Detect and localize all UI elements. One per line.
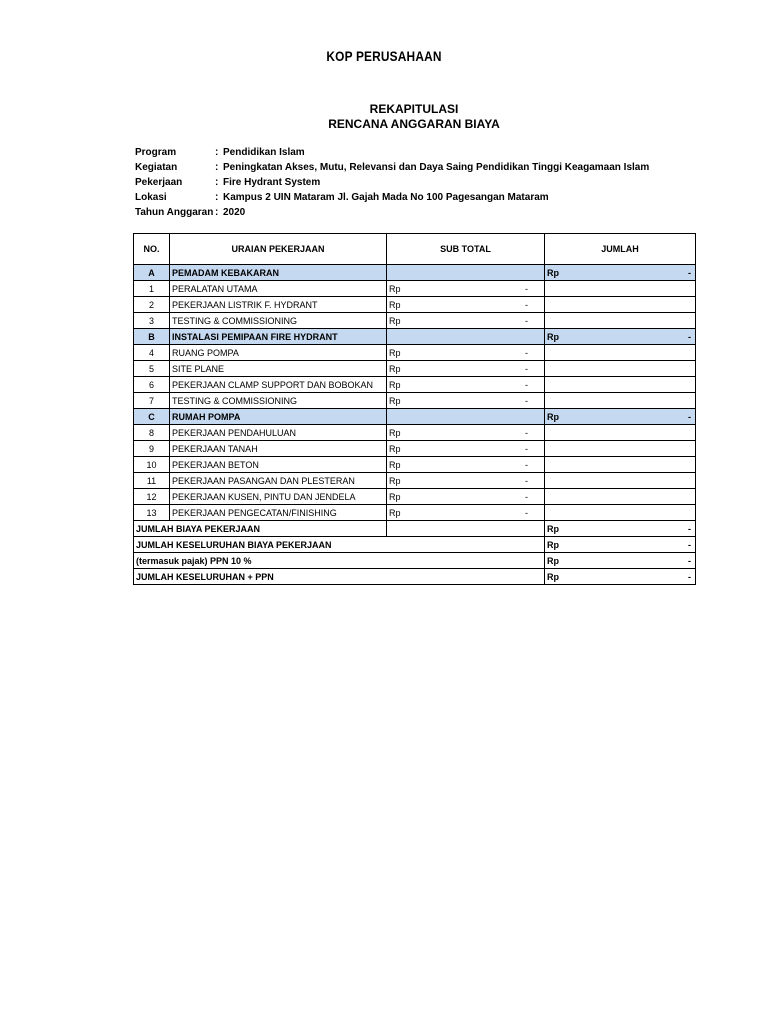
currency-label: Rp bbox=[389, 507, 401, 518]
table-row bbox=[134, 505, 696, 521]
info-colon: : bbox=[215, 192, 219, 203]
section-row bbox=[134, 265, 696, 281]
currency-label: Rp bbox=[547, 331, 559, 342]
table-row bbox=[134, 473, 696, 489]
currency-label: Rp bbox=[389, 491, 401, 502]
money-value bbox=[389, 508, 542, 518]
table-row bbox=[134, 377, 696, 393]
currency-label: Rp bbox=[547, 267, 559, 278]
currency-label: Rp bbox=[389, 363, 401, 374]
amount-value: - bbox=[688, 555, 691, 566]
table-row bbox=[134, 489, 696, 505]
total-label: JUMLAH KESELURUHAN BIAYA PEKERJAAN bbox=[134, 537, 545, 553]
money-value bbox=[389, 348, 542, 358]
row-description: RUMAH POMPA bbox=[170, 409, 387, 425]
info-label: Tahun Anggaran bbox=[135, 207, 214, 218]
currency-label: Rp bbox=[547, 523, 559, 534]
row-subtotal bbox=[387, 329, 545, 345]
info-label: Lokasi bbox=[135, 192, 167, 203]
money-value bbox=[389, 364, 542, 374]
money-value bbox=[547, 572, 693, 582]
row-jumlah bbox=[545, 313, 696, 329]
budget-recap-table bbox=[133, 233, 696, 585]
section-row bbox=[134, 329, 696, 345]
row-subtotal bbox=[387, 345, 545, 361]
row-description: PERALATAN UTAMA bbox=[170, 281, 387, 297]
total-label: (termasuk pajak) PPN 10 % bbox=[134, 553, 545, 569]
currency-label: Rp bbox=[389, 443, 401, 454]
total-jumlah bbox=[545, 521, 696, 537]
info-colon: : bbox=[215, 207, 219, 218]
row-number: 11 bbox=[134, 473, 170, 489]
amount-value: - bbox=[525, 283, 528, 294]
company-letterhead: KOP PERUSAHAAN bbox=[326, 48, 442, 64]
row-subtotal bbox=[387, 409, 545, 425]
row-subtotal bbox=[387, 441, 545, 457]
money-value bbox=[547, 268, 693, 278]
row-description: PEKERJAAN PASANGAN DAN PLESTERAN bbox=[170, 473, 387, 489]
row-description: PEKERJAAN PENDAHULUAN bbox=[170, 425, 387, 441]
row-description: RUANG POMPA bbox=[170, 345, 387, 361]
row-description: TESTING & COMMISSIONING bbox=[170, 393, 387, 409]
amount-value: - bbox=[525, 491, 528, 502]
row-jumlah bbox=[545, 425, 696, 441]
info-label: Kegiatan bbox=[135, 162, 178, 173]
money-value bbox=[389, 380, 542, 390]
currency-label: Rp bbox=[389, 347, 401, 358]
row-jumlah bbox=[545, 393, 696, 409]
table-row bbox=[134, 441, 696, 457]
currency-label: Rp bbox=[389, 299, 401, 310]
row-subtotal bbox=[387, 473, 545, 489]
row-subtotal bbox=[387, 281, 545, 297]
row-description: TESTING & COMMISSIONING bbox=[170, 313, 387, 329]
row-subtotal bbox=[387, 361, 545, 377]
currency-label: Rp bbox=[547, 555, 559, 566]
row-description: PEKERJAAN CLAMP SUPPORT DAN BOBOKAN bbox=[170, 377, 387, 393]
amount-value: - bbox=[525, 507, 528, 518]
info-value: Kampus 2 UIN Mataram Jl. Gajah Mada No 100 Pagesangan Mataram bbox=[223, 192, 549, 203]
total-label: JUMLAH KESELURUHAN + PPN bbox=[134, 569, 545, 585]
currency-label: Rp bbox=[389, 379, 401, 390]
row-jumlah bbox=[545, 457, 696, 473]
money-value bbox=[389, 284, 542, 294]
row-number: 13 bbox=[134, 505, 170, 521]
row-jumlah bbox=[545, 345, 696, 361]
row-number: 3 bbox=[134, 313, 170, 329]
currency-label: Rp bbox=[389, 315, 401, 326]
money-value bbox=[389, 396, 542, 406]
amount-value: - bbox=[525, 459, 528, 470]
money-value bbox=[389, 460, 542, 470]
info-row-tahun bbox=[135, 205, 649, 220]
money-value bbox=[547, 524, 693, 534]
row-subtotal bbox=[387, 297, 545, 313]
info-row-pekerjaan bbox=[135, 175, 649, 190]
amount-value: - bbox=[525, 395, 528, 406]
info-row-kegiatan bbox=[135, 160, 649, 175]
table-row bbox=[134, 345, 696, 361]
total-row bbox=[134, 521, 696, 537]
money-value bbox=[547, 332, 693, 342]
amount-value: - bbox=[525, 379, 528, 390]
currency-label: Rp bbox=[547, 411, 559, 422]
table-row bbox=[134, 313, 696, 329]
currency-label: Rp bbox=[389, 475, 401, 486]
amount-value: - bbox=[525, 427, 528, 438]
currency-label: Rp bbox=[389, 427, 401, 438]
total-jumlah bbox=[545, 553, 696, 569]
title-line-1: REKAPITULASI bbox=[369, 102, 459, 116]
row-jumlah bbox=[545, 361, 696, 377]
table-row bbox=[134, 425, 696, 441]
row-description: PEKERJAAN LISTRIK F. HYDRANT bbox=[170, 297, 387, 313]
info-colon: : bbox=[215, 147, 219, 158]
amount-value: - bbox=[688, 267, 691, 278]
row-number: 9 bbox=[134, 441, 170, 457]
money-value bbox=[389, 476, 542, 486]
row-number: 7 bbox=[134, 393, 170, 409]
money-value bbox=[547, 540, 693, 550]
row-jumlah bbox=[545, 441, 696, 457]
row-description: PEKERJAAN KUSEN, PINTU DAN JENDELA bbox=[170, 489, 387, 505]
row-subtotal bbox=[387, 393, 545, 409]
currency-label: Rp bbox=[389, 395, 401, 406]
row-number: C bbox=[134, 409, 170, 425]
money-value bbox=[389, 316, 542, 326]
amount-value: - bbox=[525, 363, 528, 374]
money-value bbox=[547, 412, 693, 422]
info-colon: : bbox=[215, 162, 219, 173]
amount-value: - bbox=[688, 539, 691, 550]
amount-value: - bbox=[525, 315, 528, 326]
row-subtotal bbox=[387, 425, 545, 441]
row-subtotal bbox=[387, 265, 545, 281]
money-value bbox=[547, 556, 693, 566]
amount-value: - bbox=[688, 571, 691, 582]
row-number: B bbox=[134, 329, 170, 345]
table-body bbox=[134, 265, 696, 585]
row-number: 8 bbox=[134, 425, 170, 441]
row-number: 5 bbox=[134, 361, 170, 377]
info-colon: : bbox=[215, 177, 219, 188]
row-jumlah bbox=[545, 377, 696, 393]
header-subtotal: SUB TOTAL bbox=[387, 234, 545, 265]
info-row-program bbox=[135, 145, 649, 160]
info-value: Peningkatan Akses, Mutu, Relevansi dan Daya Saing Pendidikan Tinggi Keagamaan Islam bbox=[223, 162, 650, 173]
row-jumlah bbox=[545, 409, 696, 425]
currency-label: Rp bbox=[389, 283, 401, 294]
money-value bbox=[389, 300, 542, 310]
table-row bbox=[134, 457, 696, 473]
row-jumlah bbox=[545, 489, 696, 505]
money-value bbox=[389, 428, 542, 438]
money-value bbox=[389, 492, 542, 502]
total-jumlah bbox=[545, 569, 696, 585]
row-jumlah bbox=[545, 473, 696, 489]
info-label: Program bbox=[135, 147, 177, 158]
row-description: INSTALASI PEMIPAAN FIRE HYDRANT bbox=[170, 329, 387, 345]
row-subtotal bbox=[387, 377, 545, 393]
row-jumlah bbox=[545, 297, 696, 313]
total-row bbox=[134, 553, 696, 569]
amount-value: - bbox=[688, 411, 691, 422]
row-description: SITE PLANE bbox=[170, 361, 387, 377]
row-subtotal bbox=[387, 457, 545, 473]
row-number: 10 bbox=[134, 457, 170, 473]
info-value: 2020 bbox=[223, 207, 246, 218]
table-row bbox=[134, 297, 696, 313]
row-number: 6 bbox=[134, 377, 170, 393]
row-number: 12 bbox=[134, 489, 170, 505]
total-row bbox=[134, 537, 696, 553]
row-jumlah bbox=[545, 265, 696, 281]
amount-value: - bbox=[525, 443, 528, 454]
title-line-2: RENCANA ANGGARAN BIAYA bbox=[328, 117, 500, 131]
section-row bbox=[134, 409, 696, 425]
header-description: URAIAN PEKERJAAN bbox=[170, 234, 387, 265]
currency-label: Rp bbox=[547, 539, 559, 550]
table-row bbox=[134, 393, 696, 409]
info-value: Fire Hydrant System bbox=[223, 177, 321, 188]
amount-value: - bbox=[688, 331, 691, 342]
row-description: PEKERJAAN PENGECATAN/FINISHING bbox=[170, 505, 387, 521]
document-title bbox=[0, 102, 768, 132]
row-number: 1 bbox=[134, 281, 170, 297]
amount-value: - bbox=[688, 523, 691, 534]
row-subtotal bbox=[387, 489, 545, 505]
row-number: 4 bbox=[134, 345, 170, 361]
row-jumlah bbox=[545, 281, 696, 297]
total-subtotal bbox=[387, 521, 545, 537]
total-row bbox=[134, 569, 696, 585]
total-label: JUMLAH BIAYA PEKERJAAN bbox=[134, 521, 387, 537]
header-no: NO. bbox=[134, 234, 170, 265]
info-value: Pendidikan Islam bbox=[223, 147, 305, 158]
row-number: A bbox=[134, 265, 170, 281]
currency-label: Rp bbox=[389, 459, 401, 470]
table-header-row bbox=[134, 234, 696, 265]
row-description: PEKERJAAN TANAH bbox=[170, 441, 387, 457]
header-jumlah: JUMLAH bbox=[545, 234, 696, 265]
row-subtotal bbox=[387, 505, 545, 521]
row-description: PEMADAM KEBAKARAN bbox=[170, 265, 387, 281]
table-row bbox=[134, 361, 696, 377]
currency-label: Rp bbox=[547, 571, 559, 582]
amount-value: - bbox=[525, 299, 528, 310]
amount-value: - bbox=[525, 347, 528, 358]
row-jumlah bbox=[545, 329, 696, 345]
row-description: PEKERJAAN BETON bbox=[170, 457, 387, 473]
total-jumlah bbox=[545, 537, 696, 553]
row-jumlah bbox=[545, 505, 696, 521]
money-value bbox=[389, 444, 542, 454]
row-subtotal bbox=[387, 313, 545, 329]
info-row-lokasi bbox=[135, 190, 649, 205]
info-label: Pekerjaan bbox=[135, 177, 183, 188]
amount-value: - bbox=[525, 475, 528, 486]
table-row bbox=[134, 281, 696, 297]
row-number: 2 bbox=[134, 297, 170, 313]
project-info bbox=[135, 145, 649, 220]
